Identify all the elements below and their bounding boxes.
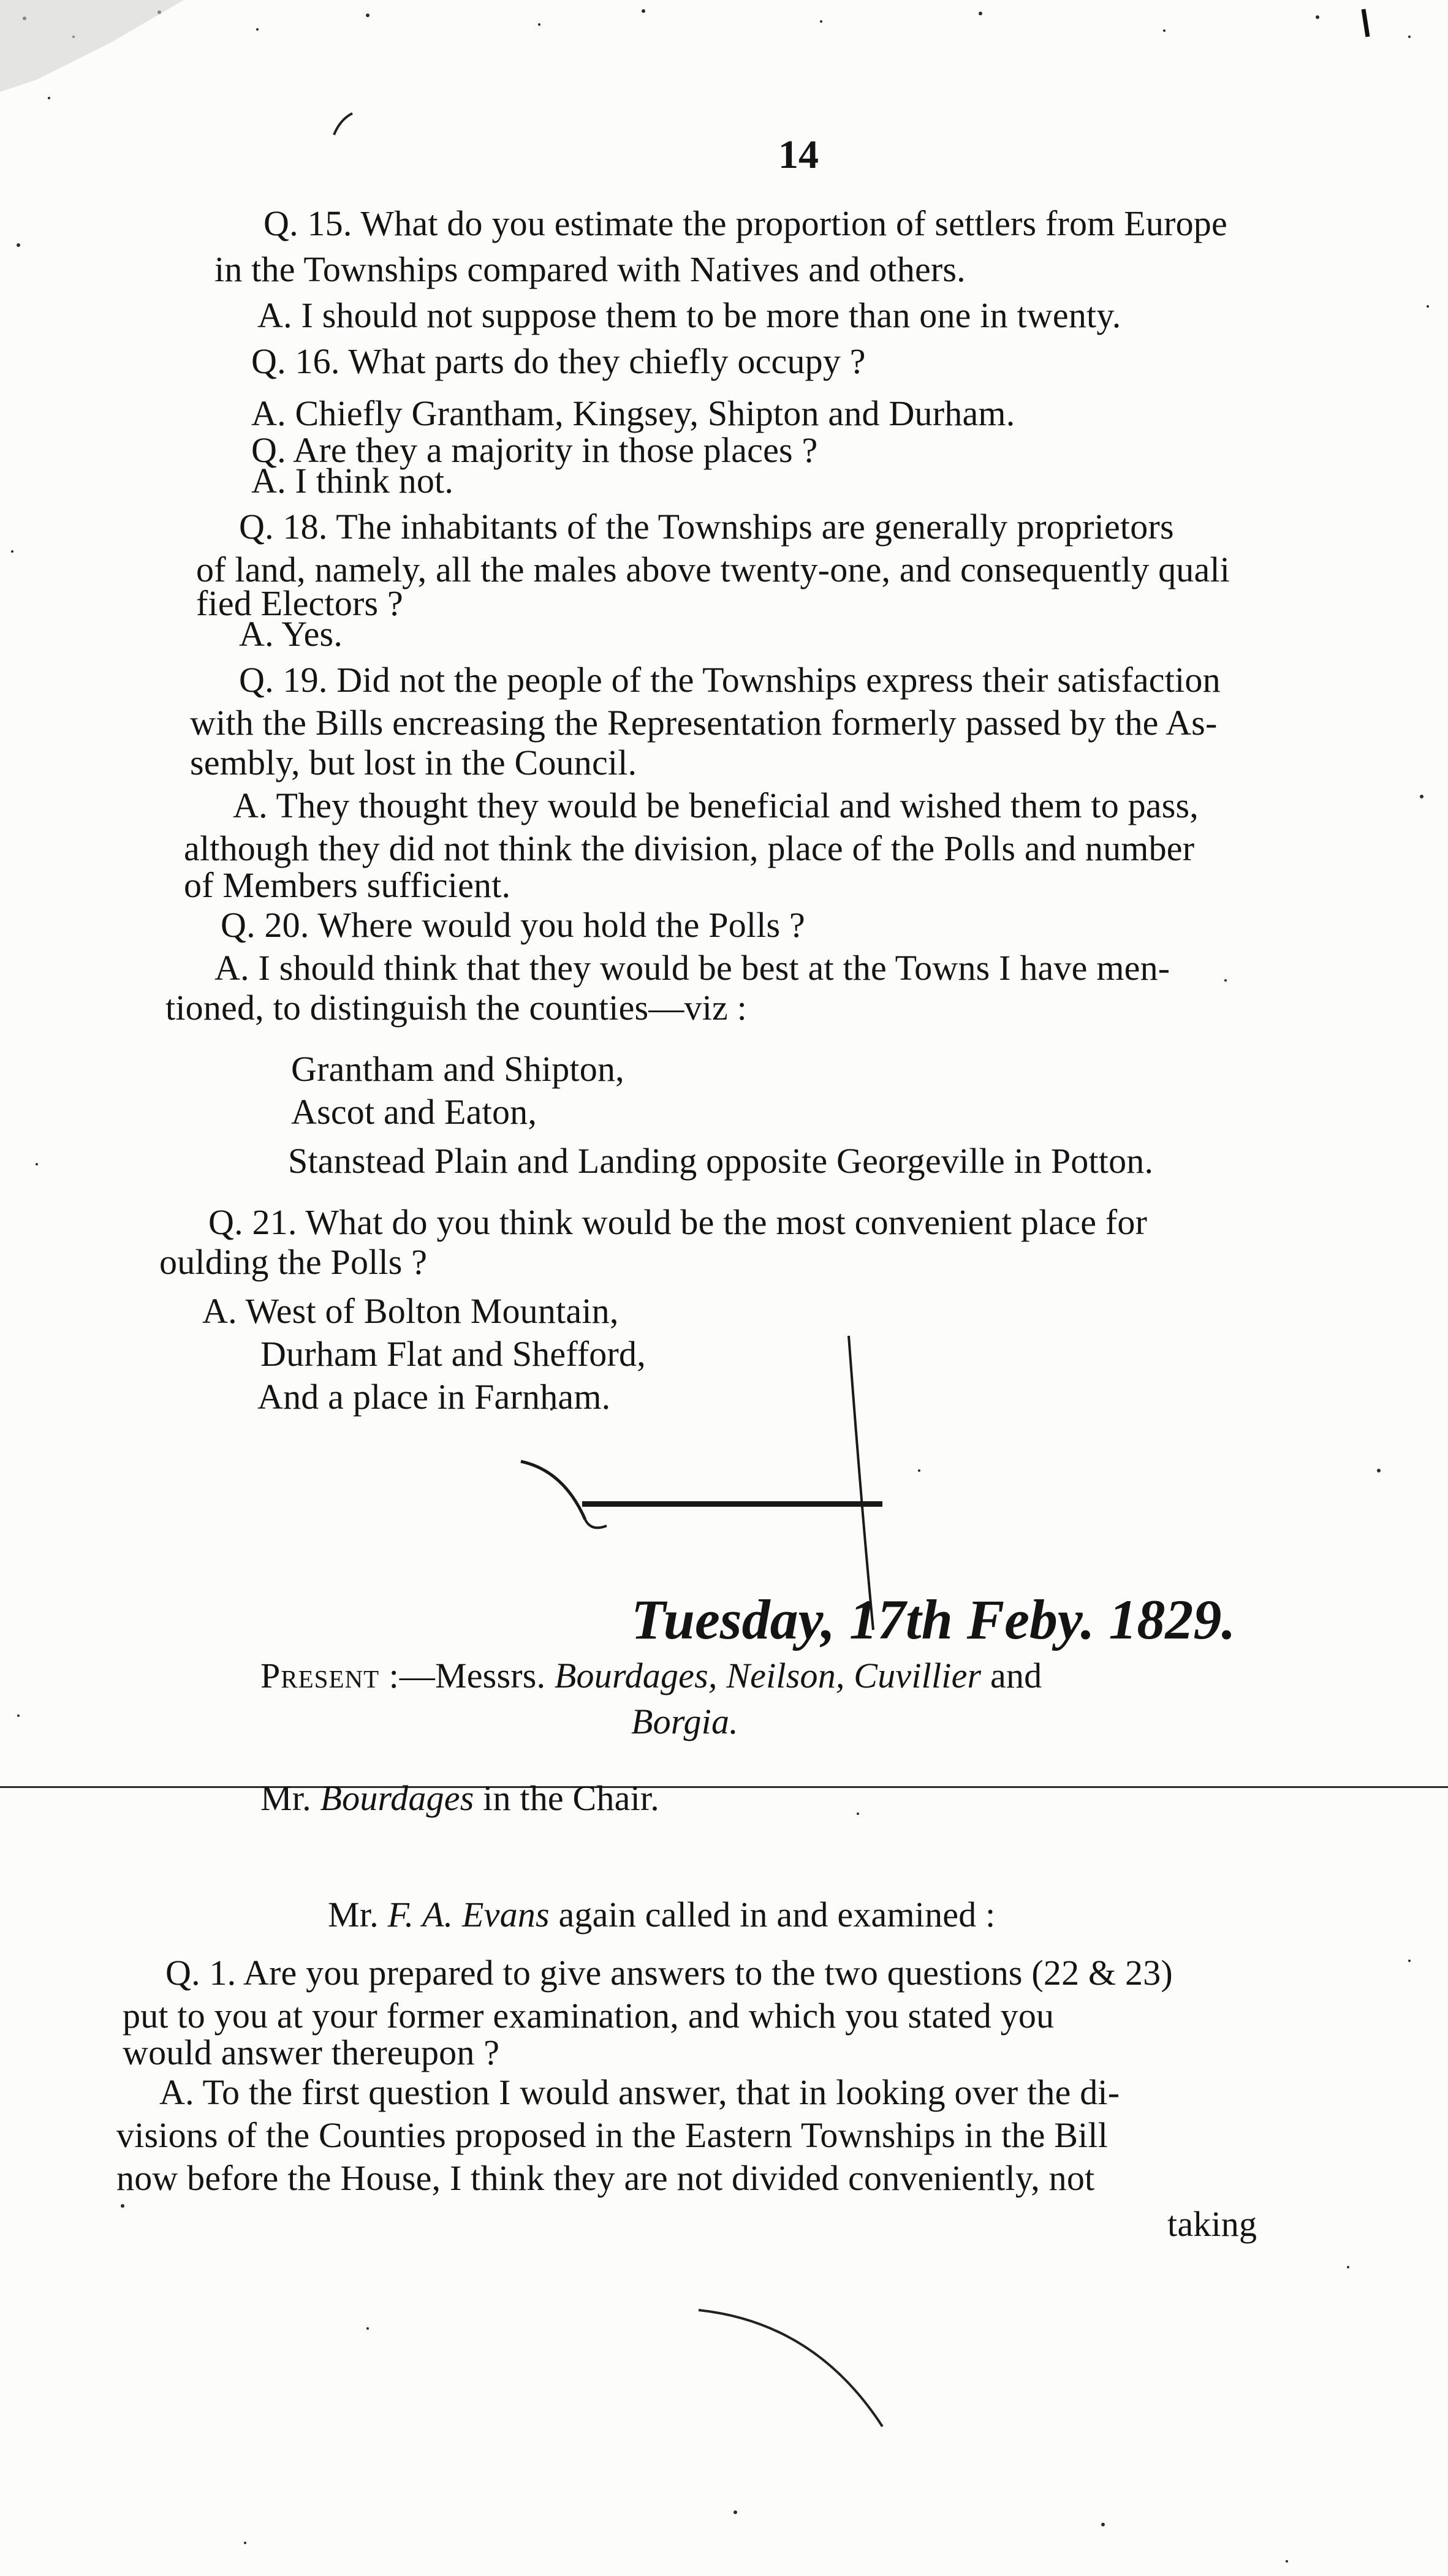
chair-suffix: in the Chair. — [474, 1778, 659, 1818]
question-18-line-3: fied Electors ? — [196, 583, 403, 623]
page-number: 14 — [778, 132, 819, 177]
q1-line-2: put to you at your former examination, and which you stated you — [123, 1996, 1055, 2036]
question-20: Q. 20. Where would you hold the Polls ? — [221, 905, 805, 945]
question-19-line-1: Q. 19. Did not the people of the Townships express their satisfaction — [239, 660, 1221, 700]
answer-20-line-1: A. I should think that they would be best at the Towns I have men- — [214, 948, 1170, 988]
session-date: Tuesday, 17th Feby. 1829. — [631, 1588, 1236, 1651]
question-18-line-1: Q. 18. The inhabitants of the Townships are generally proprietors — [239, 507, 1174, 547]
answer-19-line-3: of Members sufficient. — [184, 865, 511, 905]
answer-19-line-2: although they did not think the division, place of the Polls and number — [184, 828, 1195, 868]
witness-prefix: Mr. — [328, 1895, 388, 1934]
question-16: Q. 16. What parts do they chiefly occupy ? — [251, 341, 866, 381]
poll-place-1: Grantham and Shipton, — [291, 1049, 624, 1089]
answer-20-line-2: tioned, to distinguish the counties—viz : — [165, 988, 748, 1028]
chair-prefix: Mr. — [260, 1778, 320, 1818]
present-label: Present : — [260, 1656, 400, 1695]
question-18-line-2: of land, namely, all the males above twenty-one, and consequently quali — [196, 550, 1230, 589]
question-17: Q. Are they a majority in those places ? — [251, 430, 818, 470]
section-divider — [582, 1501, 882, 1507]
answer-16: A. Chiefly Grantham, Kingsey, Shipton and Durham. — [251, 393, 1015, 433]
q1-line-3: would answer thereupon ? — [123, 2032, 500, 2072]
catchword: taking — [1167, 2204, 1257, 2244]
answer-15: A. I should not suppose them to be more than one in twenty. — [257, 295, 1121, 335]
question-19-line-2: with the Bills encreasing the Representation formerly passed by the As- — [190, 703, 1218, 743]
question-19-line-3: sembly, but lost in the Council. — [190, 743, 637, 782]
witness-suffix: again called in and examined : — [549, 1895, 996, 1934]
witness-called-line — [328, 1893, 995, 1936]
chair-name: Bourdages — [320, 1778, 474, 1818]
present-last-member: Borgia. — [631, 1702, 738, 1741]
horizontal-rule — [0, 1786, 1448, 1788]
poll-place-3: Stanstead Plain and Landing opposite Georgeville in Potton. — [288, 1141, 1154, 1181]
answer-19-line-1: A. They thought they would be beneficial and wished them to pass, — [233, 786, 1199, 825]
question-15-line-1: Q. 15. What do you estimate the proportion of settlers from Europe — [263, 203, 1227, 243]
poll-place-2: Ascot and Eaton, — [291, 1092, 537, 1132]
present-line — [260, 1654, 1042, 1697]
answer-21-line-1: A. West of Bolton Mountain, — [202, 1291, 619, 1331]
answer-21-line-2: Durham Flat and Shefford, — [260, 1334, 646, 1374]
present-names: Bourdages, Neilson, Cuvillier — [554, 1656, 982, 1695]
present-and: and — [981, 1656, 1042, 1695]
a1-line-3: now before the House, I think they are not divided conveniently, not — [116, 2158, 1095, 2198]
question-21-line-2: oulding the Polls ? — [159, 1242, 428, 1282]
present-lead: —Messrs. — [399, 1656, 546, 1695]
chair-line — [260, 1777, 659, 1820]
answer-18: A. Yes. — [239, 614, 343, 654]
a1-line-1: A. To the first question I would answer, that in looking over the di- — [159, 2072, 1120, 2112]
q1-line-1: Q. 1. Are you prepared to give answers to the two questions (22 & 23) — [165, 1953, 1173, 1993]
answer-17: A. I think not. — [251, 461, 454, 501]
question-15-line-2: in the Townships compared with Natives and others. — [214, 249, 966, 289]
witness-name: F. A. Evans — [387, 1895, 550, 1934]
a1-line-2: visions of the Counties proposed in the Eastern Townships in the Bill — [116, 2115, 1109, 2155]
answer-21-line-3: And a place in Farnham. — [257, 1377, 611, 1417]
question-21-line-1: Q. 21. What do you think would be the most convenient place for — [208, 1202, 1148, 1242]
